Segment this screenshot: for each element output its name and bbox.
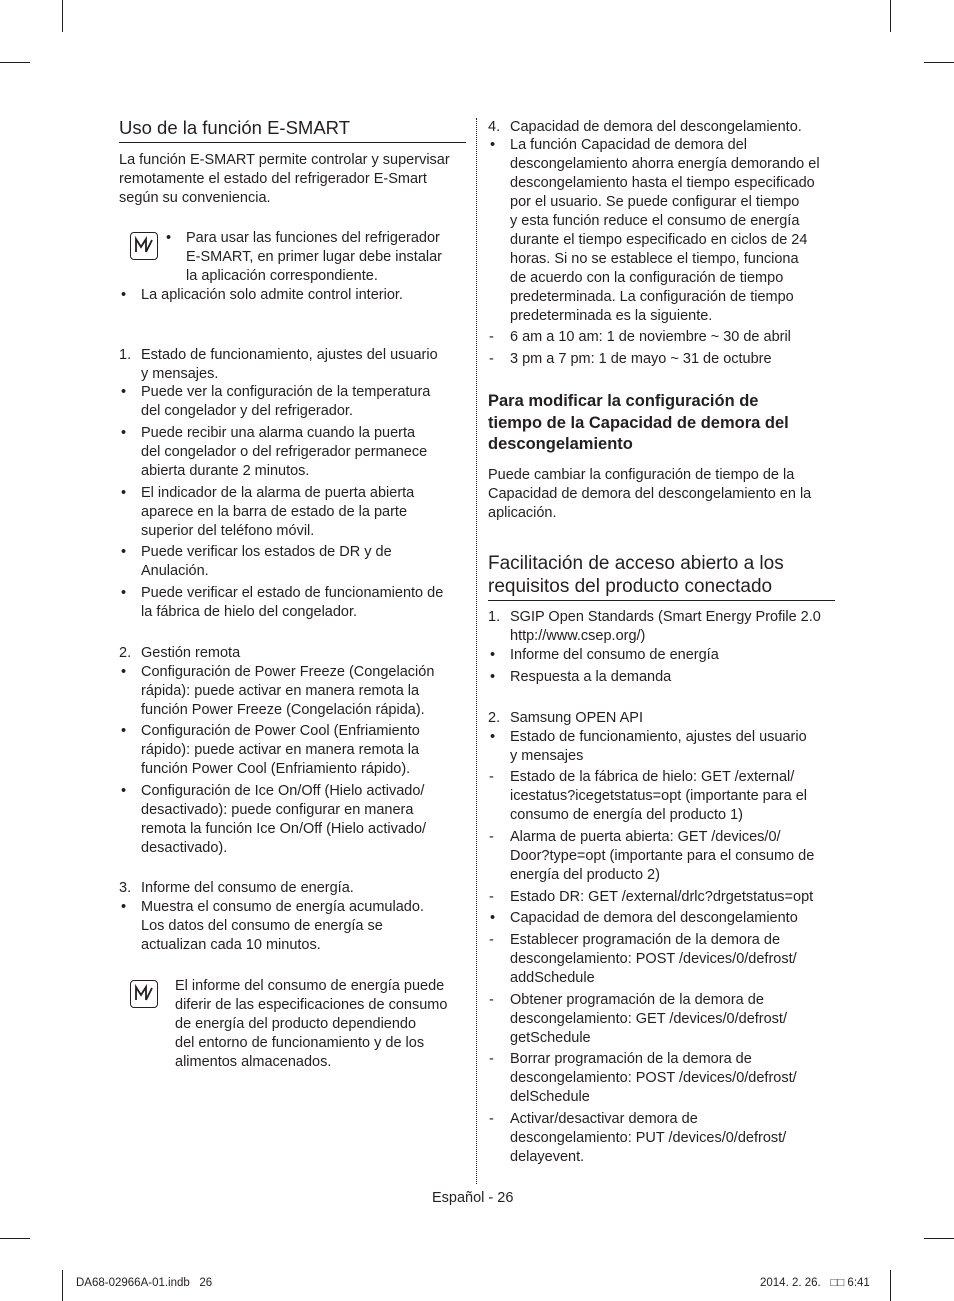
- text-line: Para usar las funciones del refrigerador: [186, 230, 440, 246]
- text-line: SGIP Open Standards (Smart Energy Profile 2.0: [510, 609, 821, 625]
- crop-mark: [890, 1270, 891, 1301]
- note-icon: [130, 232, 158, 260]
- text-line: Alarma de puerta abierta: GET /devices/0/: [510, 829, 781, 845]
- print-date: 2014. 2. 26. □□ 6:41: [760, 1277, 870, 1289]
- text-line: descongelamiento hasta el tiempo especificado: [510, 175, 815, 191]
- subsection-text: [488, 466, 838, 523]
- text-line: función Power Cool (Enfriamiento rápido).: [141, 761, 411, 777]
- text-line: horas. Si no se establece el tiempo, funciona: [510, 251, 799, 267]
- text-line: aparece en la barra de estado de la parte: [141, 504, 408, 520]
- text-line: descongelamiento: POST /devices/0/defrost/: [510, 1070, 797, 1086]
- text-line: E-SMART, en primer lugar debe instalar: [186, 249, 443, 265]
- crop-mark: [0, 62, 30, 63]
- crop-mark: [62, 1270, 63, 1301]
- text-line: Obtener programación de la demora de: [510, 992, 764, 1008]
- text-line: Capacidad de demora del descongelamiento en la: [488, 486, 812, 502]
- subsection-title: [488, 391, 838, 456]
- text-line: por el usuario. Se puede configurar el tiempo: [510, 194, 800, 210]
- title-rule: [488, 600, 835, 601]
- text-line: Puede verificar los estados de DR y de: [141, 544, 392, 560]
- text-line: Estado de funcionamiento, ajustes del usuario: [510, 729, 807, 745]
- text-line: Estado de la fábrica de hielo: GET /external/: [510, 769, 795, 785]
- text-line: requisitos del producto conectado: [488, 576, 773, 597]
- text-line: Door?type=opt (importante para el consumo de: [510, 848, 815, 864]
- text-line: Puede ver la configuración de la temperatura: [141, 384, 431, 400]
- text-line: durante el tiempo especificado en ciclos de 24: [510, 232, 808, 248]
- crop-mark: [924, 1238, 954, 1239]
- text-line: Estado de funcionamiento, ajustes del usuario: [141, 347, 438, 363]
- text-line: Configuración de Power Freeze (Congelación: [141, 664, 435, 680]
- text-line: Activar/desactivar demora de: [510, 1111, 698, 1127]
- text-line: Respuesta a la demanda: [510, 669, 672, 685]
- text-line: Puede recibir una alarma cuando la puerta: [141, 425, 416, 441]
- text-line: predeterminada es la siguiente.: [510, 308, 713, 324]
- text-line: del congelador y del refrigerador.: [141, 403, 353, 419]
- text-line: predeterminada. La configuración de tiempo: [510, 289, 794, 305]
- text-line: la fábrica de hielo del congelador.: [141, 604, 358, 620]
- column-divider: [476, 118, 477, 1184]
- text-line: remota la función Ice On/Off (Hielo activado/: [141, 821, 427, 837]
- crop-mark: [924, 62, 954, 63]
- text-line: de acuerdo con la configuración de tiempo: [510, 270, 784, 286]
- text-line: abierta durante 2 minutos.: [141, 463, 310, 479]
- text-line: descongelamiento: GET /devices/0/defrost/: [510, 1011, 787, 1027]
- page-number: Español - 26: [432, 1190, 514, 1206]
- text-line: getSchedule: [510, 1030, 591, 1046]
- text-line: desactivado): puede configurar en manera: [141, 802, 414, 818]
- text-line: y mensajes.: [141, 366, 219, 382]
- text-line: rápida): puede activar en manera remota la: [141, 683, 420, 699]
- text-line: icestatus?icegetstatus=opt (importante para el: [510, 788, 808, 804]
- text-line: Configuración de Power Cool (Enfriamiento: [141, 723, 420, 739]
- text-line: El indicador de la alarma de puerta abierta: [141, 485, 415, 501]
- crop-mark: [890, 0, 891, 32]
- text-line: Borrar programación de la demora de: [510, 1051, 752, 1067]
- text-line: energía del producto 2): [510, 867, 660, 883]
- text-line: 3 pm a 7 pm: 1 de mayo ~ 31 de octubre: [510, 351, 772, 367]
- text-line: diferir de las especificaciones de consumo: [175, 997, 448, 1013]
- file-info: DA68-02966A-01.indb 26: [76, 1277, 213, 1289]
- text-line: delayevent.: [510, 1149, 585, 1165]
- text-line: función Power Freeze (Congelación rápida).: [141, 702, 425, 718]
- text-line: Configuración de Ice On/Off (Hielo activado/: [141, 783, 425, 799]
- intro-paragraph: [119, 151, 450, 208]
- text-line: Para modificar la configuración de: [488, 392, 759, 410]
- text-line: Capacidad de demora del descongelamiento: [510, 910, 798, 926]
- text-line: descongelamiento: [488, 435, 633, 453]
- text-line: Establecer programación de la demora de: [510, 932, 781, 948]
- text-line: remotamente el estado del refrigerador E-Smart: [119, 171, 427, 187]
- text-line: tiempo de la Capacidad de demora del: [488, 413, 789, 432]
- crop-mark: [0, 1238, 30, 1239]
- text-line: Capacidad de demora del descongelamiento.: [510, 119, 802, 135]
- text-line: descongelamiento: PUT /devices/0/defrost/: [510, 1130, 787, 1146]
- text-line: del entorno de funcionamiento y de los: [175, 1035, 425, 1051]
- text-line: Muestra el consumo de energía acumulado.: [141, 899, 424, 915]
- text-line: La aplicación solo admite control interior.: [141, 287, 403, 303]
- text-line: según su conveniencia.: [119, 190, 271, 206]
- note-text: [175, 977, 470, 1072]
- section-title: [488, 552, 848, 598]
- text-line: rápido): puede activar en manera remota la: [141, 742, 420, 758]
- section-title: Uso de la función E-SMART: [119, 117, 351, 138]
- text-line: La función E-SMART permite controlar y supervisar: [119, 152, 450, 168]
- text-line: descongelamiento: POST /devices/0/defrost/: [510, 951, 797, 967]
- text-line: de energía del producto dependiendo: [175, 1016, 417, 1032]
- text-line: Informe del consumo de energía: [510, 647, 719, 663]
- crop-mark: [62, 0, 63, 32]
- text-line: Puede cambiar la configuración de tiempo de la: [488, 467, 795, 483]
- text-line: 6 am a 10 am: 1 de noviembre ~ 30 de abril: [510, 329, 791, 345]
- text-line: La función Capacidad de demora del: [510, 137, 747, 153]
- text-line: Facilitación de acceso abierto a los: [488, 553, 784, 574]
- note-icon: [130, 980, 158, 1008]
- title-rule: [119, 142, 466, 143]
- text-line: http://www.csep.org/): [510, 628, 646, 644]
- text-line: alimentos almacenados.: [175, 1054, 332, 1070]
- text-line: actualizan cada 10 minutos.: [141, 937, 321, 953]
- text-line: Gestión remota: [141, 645, 241, 661]
- text-line: consumo de energía del producto 1): [510, 807, 743, 823]
- text-line: Puede verificar el estado de funcionamiento de: [141, 585, 444, 601]
- text-line: Informe del consumo de energía.: [141, 880, 354, 896]
- text-line: Estado DR: GET /external/drlc?drgetstatus=opt: [510, 889, 814, 905]
- text-line: Samsung OPEN API: [510, 710, 643, 726]
- text-line: descongelamiento ahorra energía demorando el: [510, 156, 820, 172]
- text-line: la aplicación correspondiente.: [186, 268, 378, 284]
- text-line: superior del teléfono móvil.: [141, 523, 315, 539]
- text-line: del congelador o del refrigerador permanece: [141, 444, 428, 460]
- text-line: delSchedule: [510, 1089, 590, 1105]
- text-line: aplicación.: [488, 505, 557, 521]
- text-line: desactivado).: [141, 840, 228, 856]
- text-line: Los datos del consumo de energía se: [141, 918, 383, 934]
- text-line: y mensajes: [510, 748, 584, 764]
- text-line: El informe del consumo de energía puede: [175, 978, 445, 994]
- text-line: addSchedule: [510, 970, 595, 986]
- text-line: y esta función reduce el consumo de energía: [510, 213, 800, 229]
- text-line: Anulación.: [141, 563, 209, 579]
